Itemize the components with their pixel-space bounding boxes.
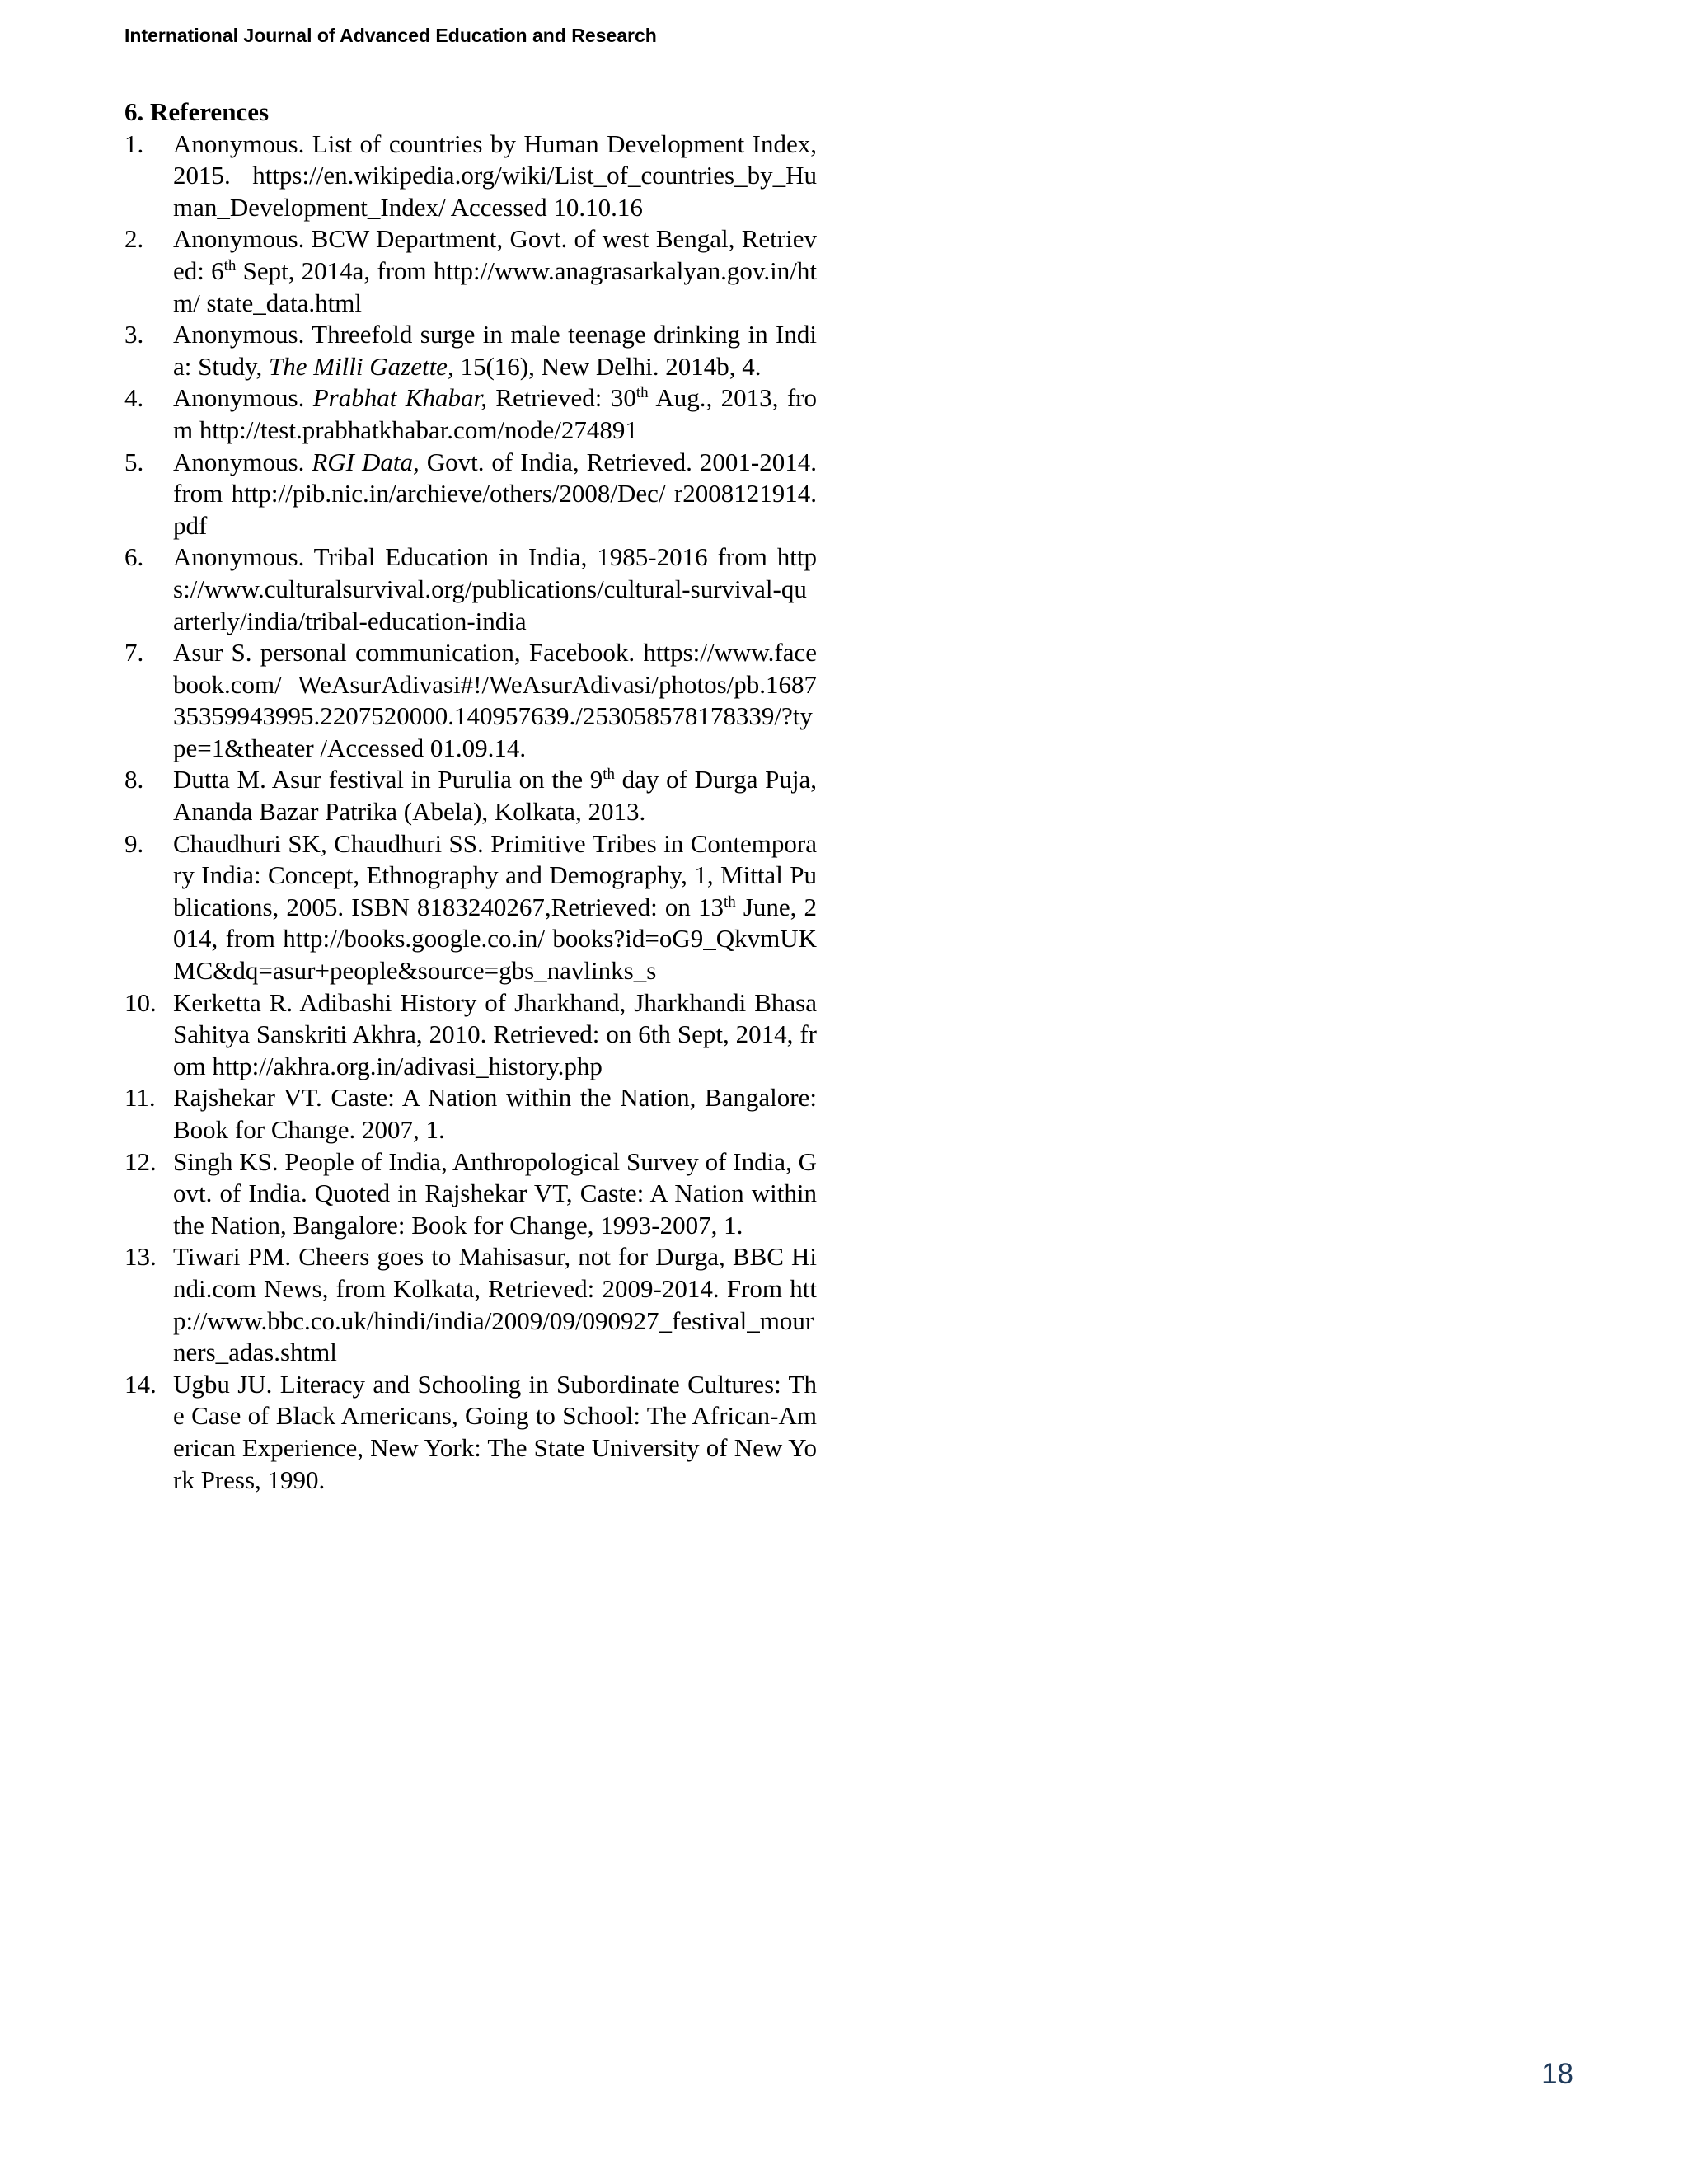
reference-segment: 15(16), New Delhi. 2014b, 4.: [453, 351, 762, 381]
reference-item: [124, 1241, 817, 1368]
reference-segment: day of Durga Puja, Ananda Bazar Patrika (Abela), Kolkata, 2013.: [173, 765, 817, 827]
reference-segment: Anonymous. BCW Department, Govt. of west Bengal, Retrieved: 6: [173, 224, 817, 285]
reference-text: [173, 764, 817, 827]
reference-text: [173, 1082, 817, 1146]
page-number: 18: [1541, 2058, 1573, 2090]
reference-segment: Anonymous. Threefold surge in male teenage drinking in India: Study,: [173, 320, 817, 381]
reference-superscript: th: [723, 893, 736, 911]
reference-number: 6.: [124, 542, 144, 572]
reference-item: [124, 1146, 817, 1242]
references-column: [124, 96, 817, 1496]
reference-segment: Aug., 2013, from http://test.prabhatkhabar.com/node/274891: [173, 383, 817, 444]
reference-text: [173, 129, 817, 224]
reference-text: [173, 541, 817, 637]
reference-number: 10.: [124, 987, 157, 1017]
reference-number: 12.: [124, 1146, 157, 1176]
reference-item: [124, 447, 817, 542]
reference-segment: Chaudhuri SK, Chaudhuri SS. Primitive Tribes in Contemporary India: Concept, Ethnography and Demography, 1, Mittal Publications, 2005. ISBN 8183240267,Retrieved: on 13: [173, 828, 817, 921]
reference-number: 3.: [124, 320, 144, 349]
reference-text: [173, 382, 817, 446]
reference-item: [124, 319, 817, 382]
reference-segment: June, 2014, from http://books.google.co.in/ books?id=oG9_QkvmUKMC&dq=asur+people&source=gbs_navlinks_s: [173, 892, 817, 986]
reference-italic: Prabhat Khabar,: [312, 383, 487, 413]
reference-italic: The Milli Gazette,: [268, 351, 454, 381]
reference-item: [124, 382, 817, 446]
reference-item: [124, 223, 817, 319]
reference-segment: Dutta M. Asur festival in Purulia on the 9: [173, 765, 603, 794]
journal-header: International Journal of Advanced Education and Research: [124, 25, 657, 46]
reference-segment: Govt. of India, Retrieved. 2001-2014. from http://pib.nic.in/archieve/others/2008/Dec/ r2008121914.pdf: [173, 447, 817, 540]
reference-item: [124, 1082, 817, 1146]
reference-item: [124, 987, 817, 1083]
reference-text: [173, 223, 817, 319]
reference-segment: Anonymous. Tribal Education in India, 1985-2016 from https://www.culturalsurvival.org/publications/cultural-survival-quarterly/india/tribal-education-india: [173, 542, 817, 635]
reference-segment: Retrieved: 30: [486, 383, 636, 413]
reference-number: 2.: [124, 224, 144, 254]
reference-text: [173, 987, 817, 1083]
reference-segment: Anonymous.: [173, 383, 313, 413]
reference-number: 5.: [124, 447, 144, 476]
reference-number: 9.: [124, 828, 144, 858]
reference-item: [124, 1369, 817, 1496]
section-heading: 6. References: [124, 97, 270, 126]
reference-number: 8.: [124, 765, 144, 794]
reference-text: [173, 447, 817, 542]
reference-number: 1.: [124, 129, 144, 158]
reference-item: [124, 541, 817, 637]
reference-list: [124, 129, 817, 1497]
reference-item: [124, 764, 817, 827]
reference-superscript: th: [603, 766, 616, 784]
reference-italic: RGI Data,: [312, 447, 420, 476]
reference-segment: Asur S. personal communication, Facebook. https://www.facebook.com/ WeAsurAdivasi#!/WeAsurAdivasi/photos/pb.168735359943995.2207520000.140957639./253058578178339/?type=1&theater /Accessed 01.09.14.: [173, 638, 817, 762]
reference-text: [173, 1146, 817, 1242]
reference-number: 4.: [124, 383, 144, 413]
reference-segment: Rajshekar VT. Caste: A Nation within the Nation, Bangalore: Book for Change. 2007, 1.: [173, 1083, 817, 1144]
reference-segment: Singh KS. People of India, Anthropological Survey of India, Govt. of India. Quoted in Rajshekar VT, Caste: A Nation within the Nation, Bangalore: Book for Change, 1993-2007, 1.: [173, 1146, 817, 1240]
reference-number: 11.: [124, 1083, 156, 1113]
reference-text: [173, 319, 817, 382]
reference-item: [124, 828, 817, 987]
reference-superscript: th: [223, 256, 237, 274]
reference-text: [173, 1241, 817, 1368]
reference-item: [124, 637, 817, 764]
reference-text: [173, 637, 817, 764]
reference-segment: Sept, 2014a, from http://www.anagrasarkalyan.gov.in/htm/ state_data.html: [173, 255, 817, 317]
reference-number: 14.: [124, 1369, 157, 1399]
reference-segment: Anonymous.: [173, 447, 312, 476]
reference-number: 13.: [124, 1242, 157, 1272]
reference-item: [124, 129, 817, 224]
reference-superscript: th: [635, 384, 649, 402]
reference-text: [173, 828, 817, 987]
reference-segment: Kerketta R. Adibashi History of Jharkhand, Jharkhandi Bhasa Sahitya Sanskriti Akhra, 2010. Retrieved: on 6th Sept, 2014, from http://akhra.org.in/adivasi_history.php: [173, 987, 817, 1080]
reference-text: [173, 1369, 817, 1496]
reference-segment: Tiwari PM. Cheers goes to Mahisasur, not for Durga, BBC Hindi.com News, from Kolkata, Retrieved: 2009-2014. From http://www.bbc.co.uk/hindi/india/2009/09/090927_festival_mourners_adas.shtml: [173, 1242, 817, 1367]
reference-number: 7.: [124, 638, 144, 668]
reference-segment: Anonymous. List of countries by Human Development Index, 2015. https://en.wikipedia.org/wiki/List_of_countries_by_Human_Development_Index/ Accessed 10.10.16: [173, 129, 817, 222]
reference-segment: Ugbu JU. Literacy and Schooling in Subordinate Cultures: The Case of Black Americans, Going to School: The African-American Experience, New York: The State University of New York Press, 1990.: [173, 1369, 817, 1494]
